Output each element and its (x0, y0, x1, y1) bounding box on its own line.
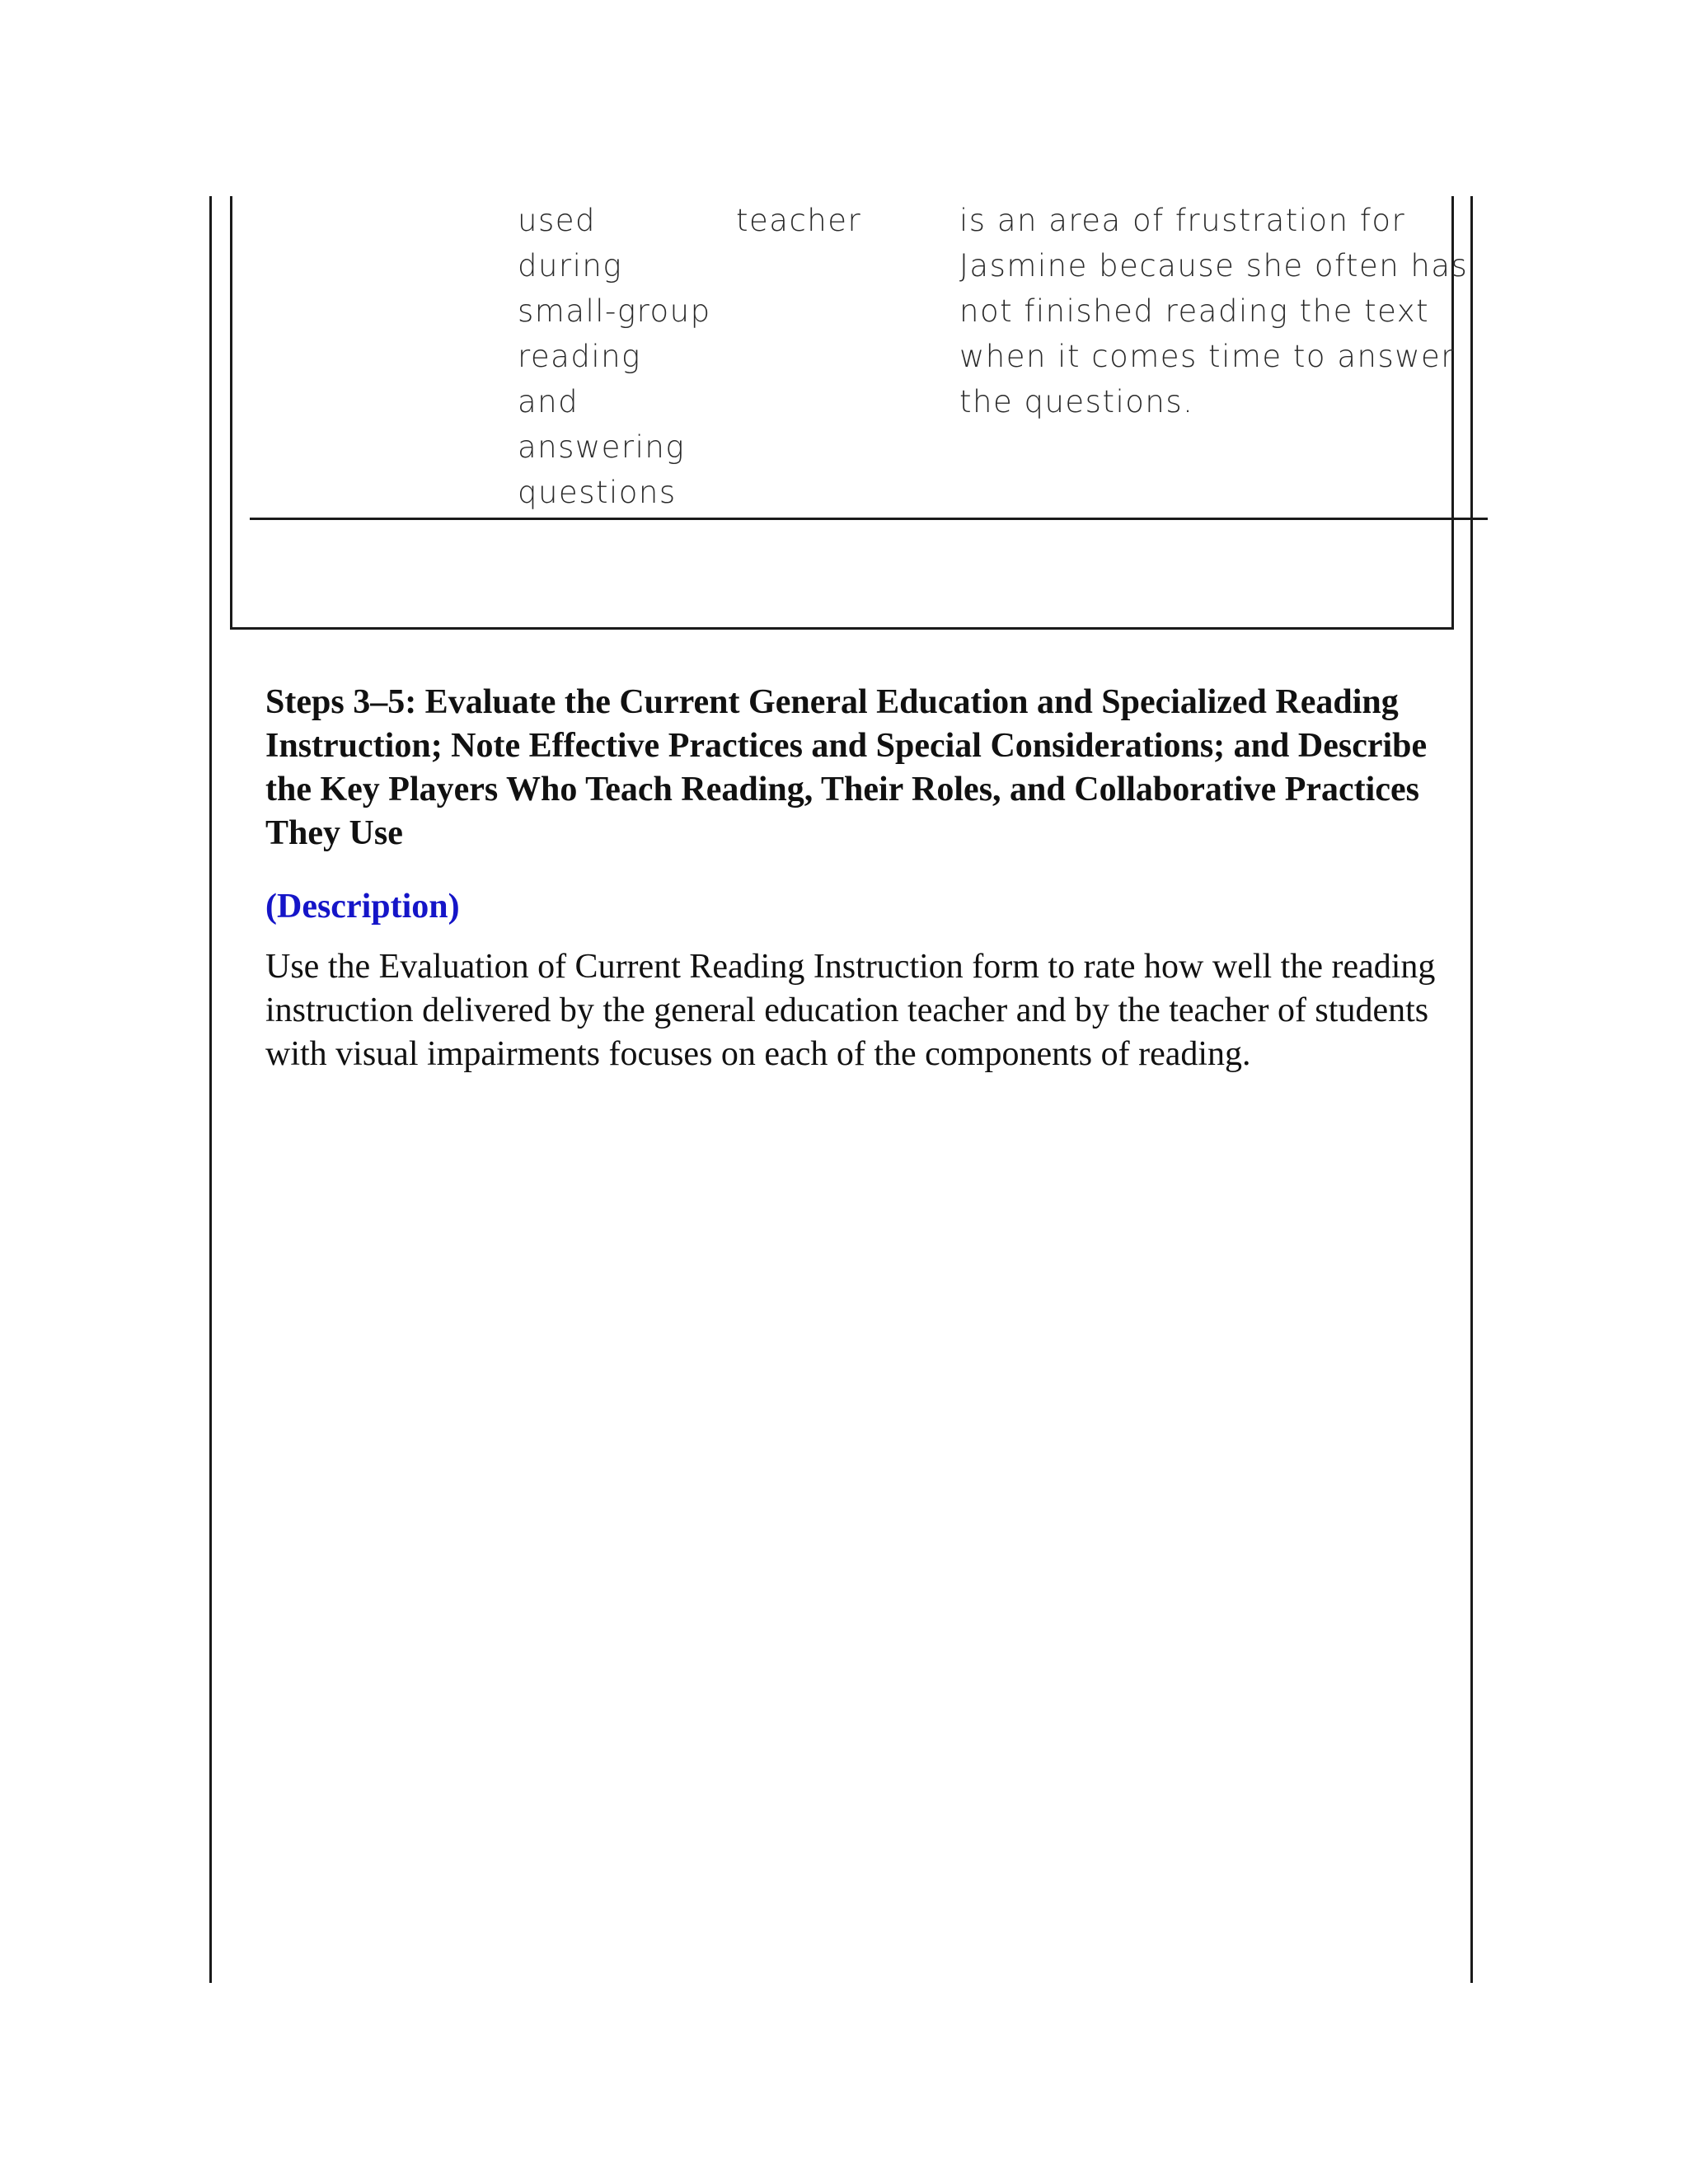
handwritten-line: small-group (518, 293, 711, 329)
page-frame-left-border (209, 196, 212, 1983)
handwritten-line: teacher (736, 203, 862, 238)
handwritten-line: questions (518, 475, 677, 510)
handwritten-line: the questions. (959, 384, 1194, 419)
handwritten-line: reading (518, 339, 641, 374)
body-paragraph: Use the Evaluation of Current Reading Instruction form to rate how well the reading instruction delivered by the general education teacher and by the teacher of students with visual impairments focuses on each of the components of reading. (265, 948, 1436, 1073)
handwritten-line: during (518, 248, 623, 284)
table-cell-notes (959, 198, 1469, 424)
table-cell-person (736, 198, 861, 243)
handwritten-line: when it comes time to answer (959, 339, 1455, 374)
section-heading: Steps 3–5: Evaluate the Current General Education and Specialized Reading Instruction; Note Effective Practices and Special Considerations; and Describe the Key Players Who Teach Reading, Their Roles, and Collaborative Practices They Use (265, 683, 1428, 852)
handwritten-line: is an area of frustration for (959, 203, 1406, 238)
section-content (265, 681, 1436, 1076)
handwritten-line: Jasmine because she often has (959, 248, 1469, 284)
page-frame-right-border (1470, 196, 1473, 1983)
description-label: (Description) (265, 888, 460, 926)
handwritten-line: used (518, 203, 596, 238)
handwritten-line: answering (518, 429, 686, 465)
table-cell-activity (518, 198, 711, 515)
table-row-separator (250, 518, 1488, 520)
handwritten-line: not finished reading the text (959, 293, 1430, 329)
handwritten-line: and (518, 384, 579, 419)
